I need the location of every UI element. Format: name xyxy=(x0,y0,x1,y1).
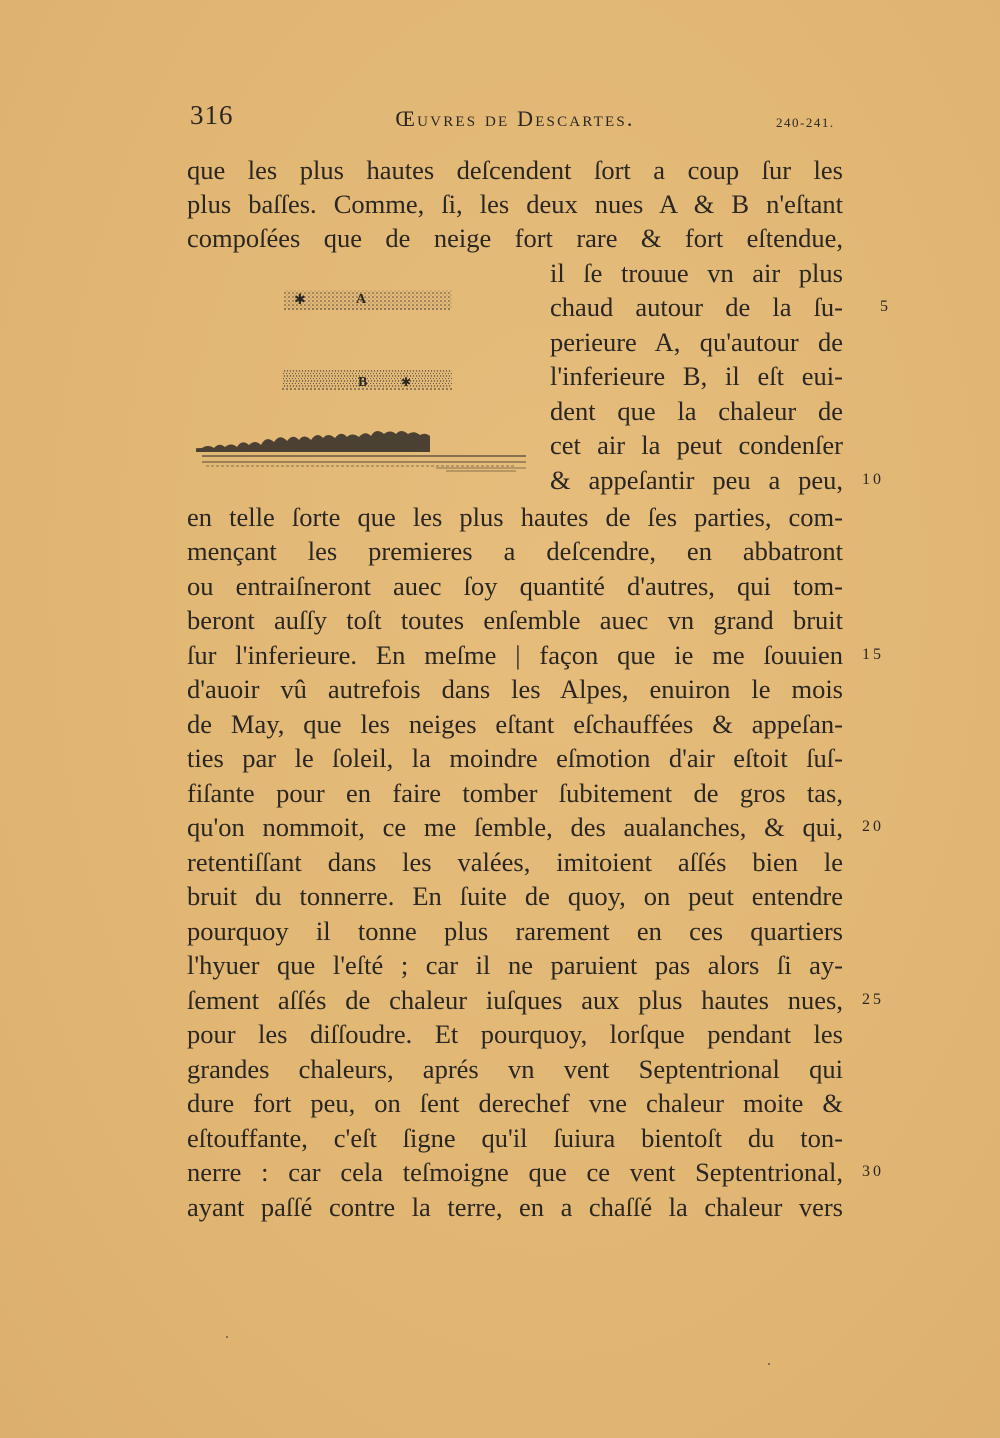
line-number-25: 25 xyxy=(862,991,884,1008)
text-line-25: ſement aſſés de chaleur iuſques aux plus hautes nues, xyxy=(187,985,843,1015)
paper-speck xyxy=(226,1336,228,1338)
text-line-10: & appeſantir peu a peu, xyxy=(550,465,843,495)
star-mark-b: ✱ xyxy=(401,375,412,389)
ground-drawing xyxy=(196,431,526,471)
text-line-1: que les plus hautes deſcendent ſort a coup ſur les xyxy=(187,155,843,185)
text-line-11: en telle ſorte que les plus hautes de ſes parties, com- xyxy=(187,502,843,532)
text-line-26: pour les diſſoudre. Et pourquoy, lorſque pendant les xyxy=(187,1019,843,1049)
text-line-29: eſtouffante, c'eſt ſigne qu'il ſuiura bientoſt du ton- xyxy=(187,1123,843,1153)
text-line-12: mençant les premieres a deſcendre, en abbatront xyxy=(187,536,843,566)
text-line-15: ſur l'inferieure. En meſme | façon que ie me ſouuien xyxy=(187,640,843,670)
text-line-2: plus baſſes. Comme, ſi, les deux nues A & B n'eſtant xyxy=(187,189,843,219)
edition-reference: 240-241. xyxy=(776,115,835,130)
text-line-24: l'hyuer que l'eſté ; car il ne paruient pas alors ſi ay- xyxy=(187,950,843,980)
text-line-27: grandes chaleurs, aprés vn vent Septentrional qui xyxy=(187,1054,843,1084)
text-line-8: dent que la chaleur de xyxy=(550,396,843,426)
text-line-3: compoſées que de neige fort rare & fort eſtendue, xyxy=(187,223,843,253)
line-number-5: 5 xyxy=(880,298,891,315)
text-line-7: l'inferieure B, il eſt eui- xyxy=(550,361,843,391)
text-line-14: beront auſſy toſt toutes enſemble auec vn grand bruit xyxy=(187,605,843,635)
text-line-4: il ſe trouue vn air plus xyxy=(550,258,843,288)
cloud-a xyxy=(284,290,452,308)
line-number-30: 30 xyxy=(862,1163,884,1180)
line-number-15: 15 xyxy=(862,646,884,663)
text-line-21: retentiſſant dans les valées, imitoient aſſés bien le xyxy=(187,847,843,877)
text-line-28: dure fort peu, on ſent derechef vne chaleur moite & xyxy=(187,1088,843,1118)
text-line-22: bruit du tonnerre. En ſuite de quoy, on peut entendre xyxy=(187,881,843,911)
text-line-20: qu'on nommoit, ce me ſemble, des aualanches, & qui, xyxy=(187,812,843,842)
text-line-17: de May, que les neiges eſtant eſchauffées & appeſan- xyxy=(187,709,843,739)
text-line-5: chaud autour de la ſu- xyxy=(550,292,843,322)
clouds-figure xyxy=(196,280,536,480)
text-line-6: perieure A, qu'autour de xyxy=(550,327,843,357)
cloud-b-label: B xyxy=(358,375,368,390)
text-line-23: pourquoy il tonne plus rarement en ces quartiers xyxy=(187,916,843,946)
line-number-20: 20 xyxy=(862,818,884,835)
line-number-10: 10 xyxy=(862,471,884,488)
text-line-30: nerre : car cela teſmoigne que ce vent Septentrional, xyxy=(187,1157,843,1187)
text-line-9: cet air la peut condenſer xyxy=(550,430,843,460)
running-title: Œuvres de Descartes. xyxy=(395,106,635,131)
page-number: 316 xyxy=(190,100,234,130)
text-line-16: d'auoir vû autrefois dans les Alpes, enuiron le mois xyxy=(187,674,843,704)
cloud-a-label: A xyxy=(356,292,367,307)
text-line-18: ties par le ſoleil, la moindre eſmotion d'air eſtoit ſuſ- xyxy=(187,743,843,773)
paper-speck xyxy=(768,1363,770,1365)
text-line-13: ou entraiſneront auec ſoy quantité d'autres, qui tom- xyxy=(187,571,843,601)
star-mark-a: ✱ xyxy=(294,292,306,308)
text-line-19: fiſante pour en faire tomber ſubitement de gros tas, xyxy=(187,778,843,808)
text-line-31: ayant paſſé contre la terre, en a chaſſé la chaleur vers xyxy=(187,1192,843,1222)
